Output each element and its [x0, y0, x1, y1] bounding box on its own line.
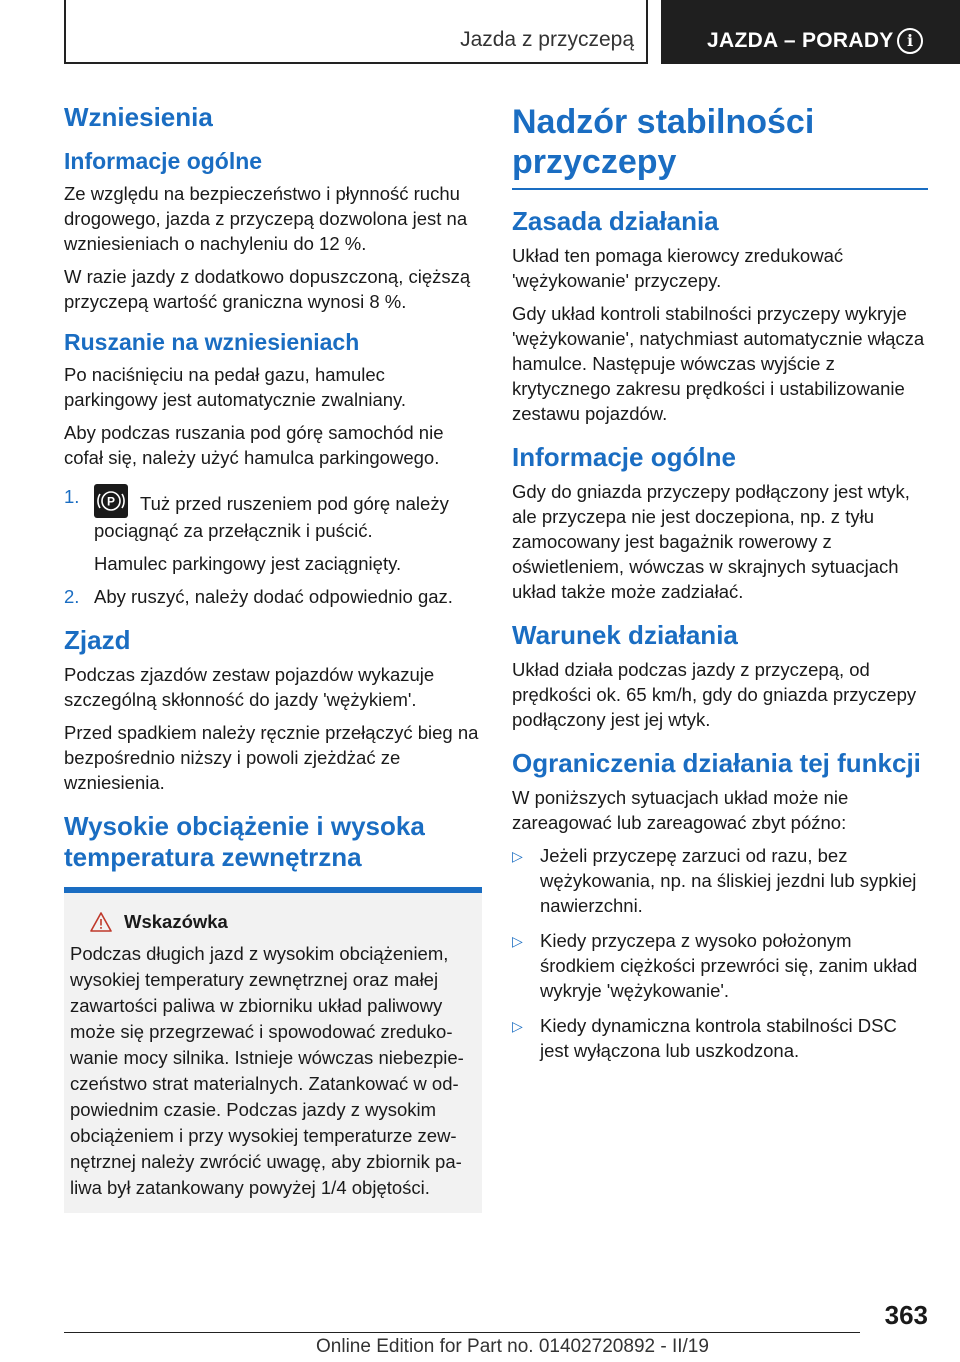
list-item — [64, 484, 482, 576]
paragraph: Podczas zjazdów zestaw pojazdów wykazuje szczególną skłonność do jazdy 'wężykiem'. — [64, 664, 435, 710]
heading-inclines: Wzniesienia — [64, 102, 213, 132]
bullet-text: Kiedy dynamiczna kontrola stabilności DSC jest wyłączona lub uszkodzona. — [540, 1015, 897, 1061]
parking-brake-switch-icon — [94, 484, 128, 518]
list-item — [512, 928, 928, 1003]
bullet-text: Jeżeli przyczepę zarzuci od razu, bez wężykowania, np. na śliskiej jezdni lub sypkiej nawierzchni. — [540, 845, 917, 916]
page-number: 363 — [884, 1300, 928, 1330]
right-column — [512, 96, 928, 1073]
note-box — [64, 893, 482, 1213]
footer-edition: Online Edition for Part no. 01402720892 - II/19 — [316, 1336, 709, 1357]
heading-limitations: Ograniczenia działania tej funkcji — [512, 748, 921, 778]
paragraph: Gdy układ kontroli stabilności przyczepy wykryje 'wężykowanie', natychmiast automatycznie włącza hamulce. Następuje wówczas wyjście z krytycznego zakresu prędkości i ustabilizowanie zestawu pojazdów. — [512, 303, 925, 424]
page-title: Nadzór stabilności przyczepy — [512, 103, 815, 181]
note-title: Wskazówka — [124, 911, 228, 932]
heading-high-load: Wysokie obciążenie i wysoka temperatura zewnętrzna — [64, 811, 425, 872]
left-column — [64, 96, 482, 1213]
paragraph: Układ ten pomaga kierowcy zredukować 'wężykowanie' przyczepy. — [512, 245, 844, 291]
note-text: Podczas długich jazd z wysokim obciążeniem, wysokiej temperatury zewnętrznej oraz małej zawartości paliwa w zbiorniku układ paliwowy może się przegrzewać i spowodować zreduko-wanie mocy silnika. Istnieje wówczas niebezpie-czeństwo strat materialnych. Zatankować w od-powiednim czasie. Podczas jazdy z wysokim obciążeniem i przy wysokiej temperaturze zew-nętrznej należy zwrócić uwagę, aby zbiornik pa-liwa był zatankowany powyżej 1/4 objętości. — [70, 943, 464, 1198]
heading-starting-on-incline: Ruszanie na wzniesieniach — [64, 329, 360, 355]
bullet-list — [512, 843, 928, 1063]
section-title: Jazda z przyczepą — [460, 28, 634, 51]
paragraph: W poniższych sytuacjach układ może nie zareagować lub zareagować zbyt późno: — [512, 787, 849, 833]
paragraph: Układ działa podczas jazdy z przyczepą, od prędkości ok. 65 km/h, gdy do gniazda przyczepy podłączony jest jej wtyk. — [512, 659, 917, 730]
list-item — [512, 1013, 928, 1063]
list-item — [512, 843, 928, 918]
paragraph: Gdy do gniazda przyczepy podłączony jest wtyk, ale przyczepa nie jest doczepiona, np. z tyłu zamocowany jest bagażnik rowerowy z oświetleniem, wówczas w skrajnych sytuacjach układ także może zadziałać. — [512, 481, 910, 602]
step-number: 1. — [64, 486, 80, 507]
step-text: Tuż przed ruszeniem pod górę należy pociągnąć za przełącznik i puścić. — [94, 493, 449, 541]
chapter-title: JAZDA – PORADY — [707, 29, 894, 52]
warning-triangle-icon — [90, 912, 112, 932]
heading-general-info: Informacje ogólne — [512, 442, 736, 472]
bullet-arrow-icon: ▷ — [512, 1018, 523, 1034]
step-subtext: Hamulec parkingowy jest zaciągnięty. — [94, 553, 402, 574]
paragraph: Po naciśnięciu na pedał gazu, hamulec parkingowy jest automatycznie zwalniany. — [64, 364, 407, 410]
title-rule — [512, 188, 928, 190]
heading-principle: Zasada działania — [512, 206, 719, 236]
heading-descent: Zjazd — [64, 625, 131, 655]
info-icon[interactable]: i — [897, 28, 923, 54]
step-number: 2. — [64, 586, 80, 607]
paragraph: Przed spadkiem należy ręcznie przełączyć bieg na bezpośrednio niższy i powoli zjeżdżać ze wzniesienia. — [64, 722, 479, 793]
svg-text:P: P — [106, 494, 116, 509]
bullet-arrow-icon: ▷ — [512, 933, 523, 949]
footer-rule — [64, 1332, 860, 1333]
paragraph: Aby podczas ruszania pod górę samochód nie cofał się, należy użyć hamulca parkingowego. — [64, 422, 444, 468]
heading-operating-condition: Warunek działania — [512, 620, 738, 650]
paragraph: Ze względu na bezpieczeństwo i płynność ruchu drogowego, jazda z przyczepą dozwolona jest na wzniesieniach o nachyleniu do 12 %. — [64, 183, 468, 254]
numbered-steps — [64, 484, 482, 609]
list-item — [64, 584, 482, 609]
step-text: Aby ruszyć, należy dodać odpowiednio gaz. — [94, 586, 453, 607]
bullet-text: Kiedy przyczepa z wysoko położonym środkiem ciężkości przewróci się, zanim układ wykryje 'wężykowanie'. — [540, 930, 918, 1001]
note-header — [70, 911, 476, 933]
bullet-arrow-icon: ▷ — [512, 848, 523, 864]
heading-general-info: Informacje ogólne — [64, 148, 263, 174]
paragraph: W razie jazdy z dodatkowo dopuszczoną, cięższą przyczepą wartość graniczna wynosi 8 %. — [64, 266, 471, 312]
header-section-box — [64, 0, 648, 64]
header-chapter-box — [661, 0, 960, 64]
